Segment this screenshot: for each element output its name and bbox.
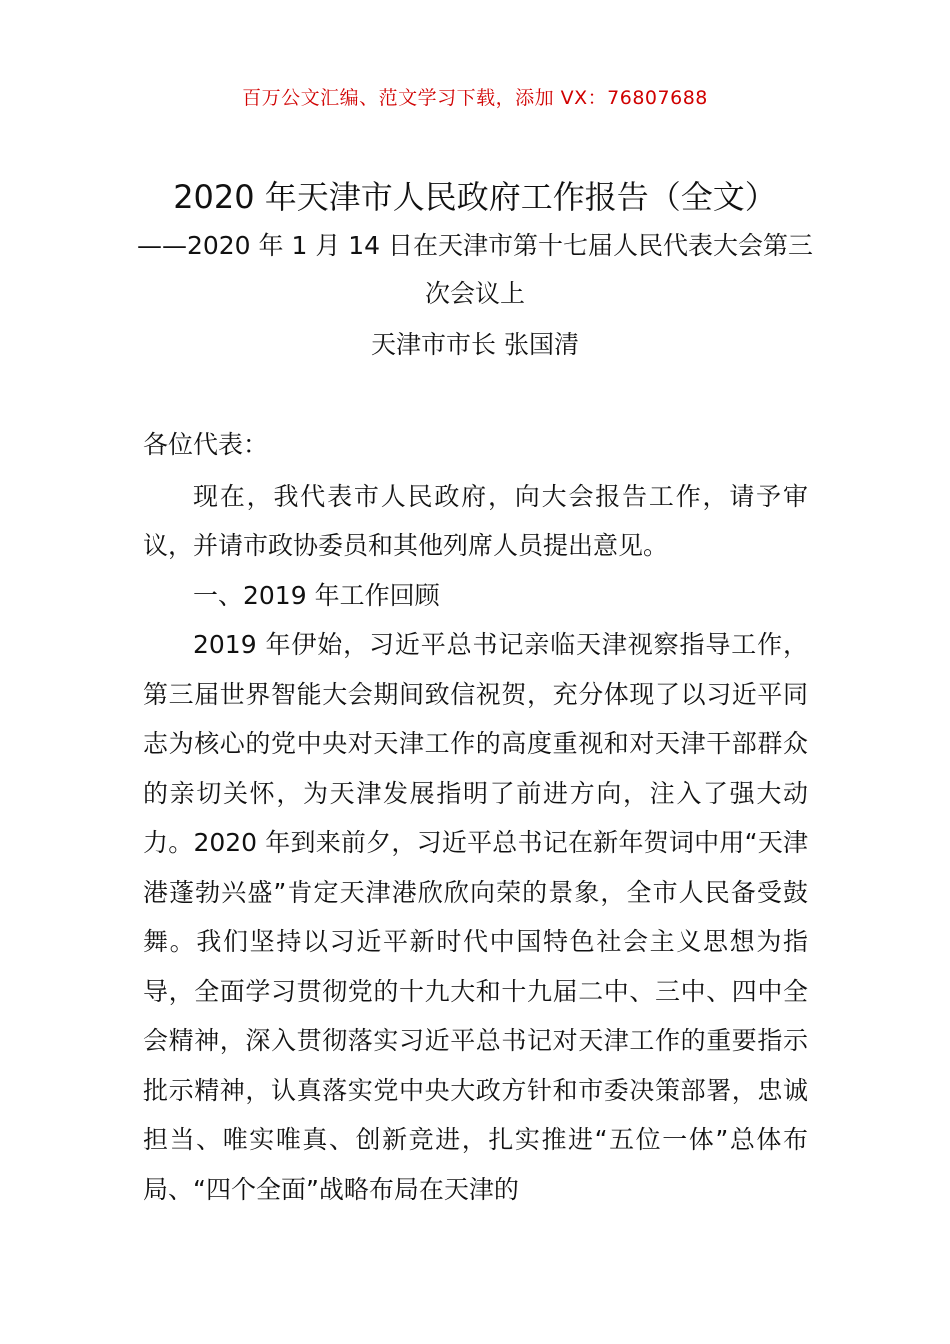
title-block (130, 172, 820, 368)
salutation: 各位代表： (143, 430, 269, 459)
document-author: 天津市市长 张国清 (371, 330, 579, 359)
document-subtitle: ——2020 年 1 月 14 日在天津市第十七届人民代表大会第三次会议上 (136, 231, 814, 308)
document-body (143, 420, 808, 1214)
paragraph-review: 2019 年伊始，习近平总书记亲临天津视察指导工作，第三届世界智能大会期间致信祝贺，充分体现了以习近平同志为核心的党中央对天津工作的高度重视和对天津干部群众的亲切关怀，为天津发展指明了前进方向，注入了强大动力。2020 年到来前夕，习近平总书记在新年贺词中用“天津港蓬勃兴盛”肯定天津港欣欣向荣的景象，全市人民备受鼓舞。我们坚持以习近平新时代中国特色社会主义思想为指导，全面学习贯彻党的十九大和十九届二中、三中、四中全会精神，深入贯彻落实习近平总书记对天津工作的重要指示批示精神，认真落实党中央大政方针和市委决策部署，忠诚担当、唯实唯真、创新竞进，扎实推进“五位一体”总体布局、“四个全面”战略布局在天津的 (143, 630, 808, 1204)
document-title: 2020 年天津市人民政府工作报告（全文） (173, 178, 777, 216)
header-watermark-note: 百万公文汇编、范文学习下载，添加 VX：76807688 (242, 87, 708, 109)
paragraph-intro: 现在，我代表市人民政府，向大会报告工作，请予审议，并请市政协委员和其他列席人员提出意见。 (143, 481, 808, 560)
section-heading: 一、2019 年工作回顾 (193, 580, 440, 610)
